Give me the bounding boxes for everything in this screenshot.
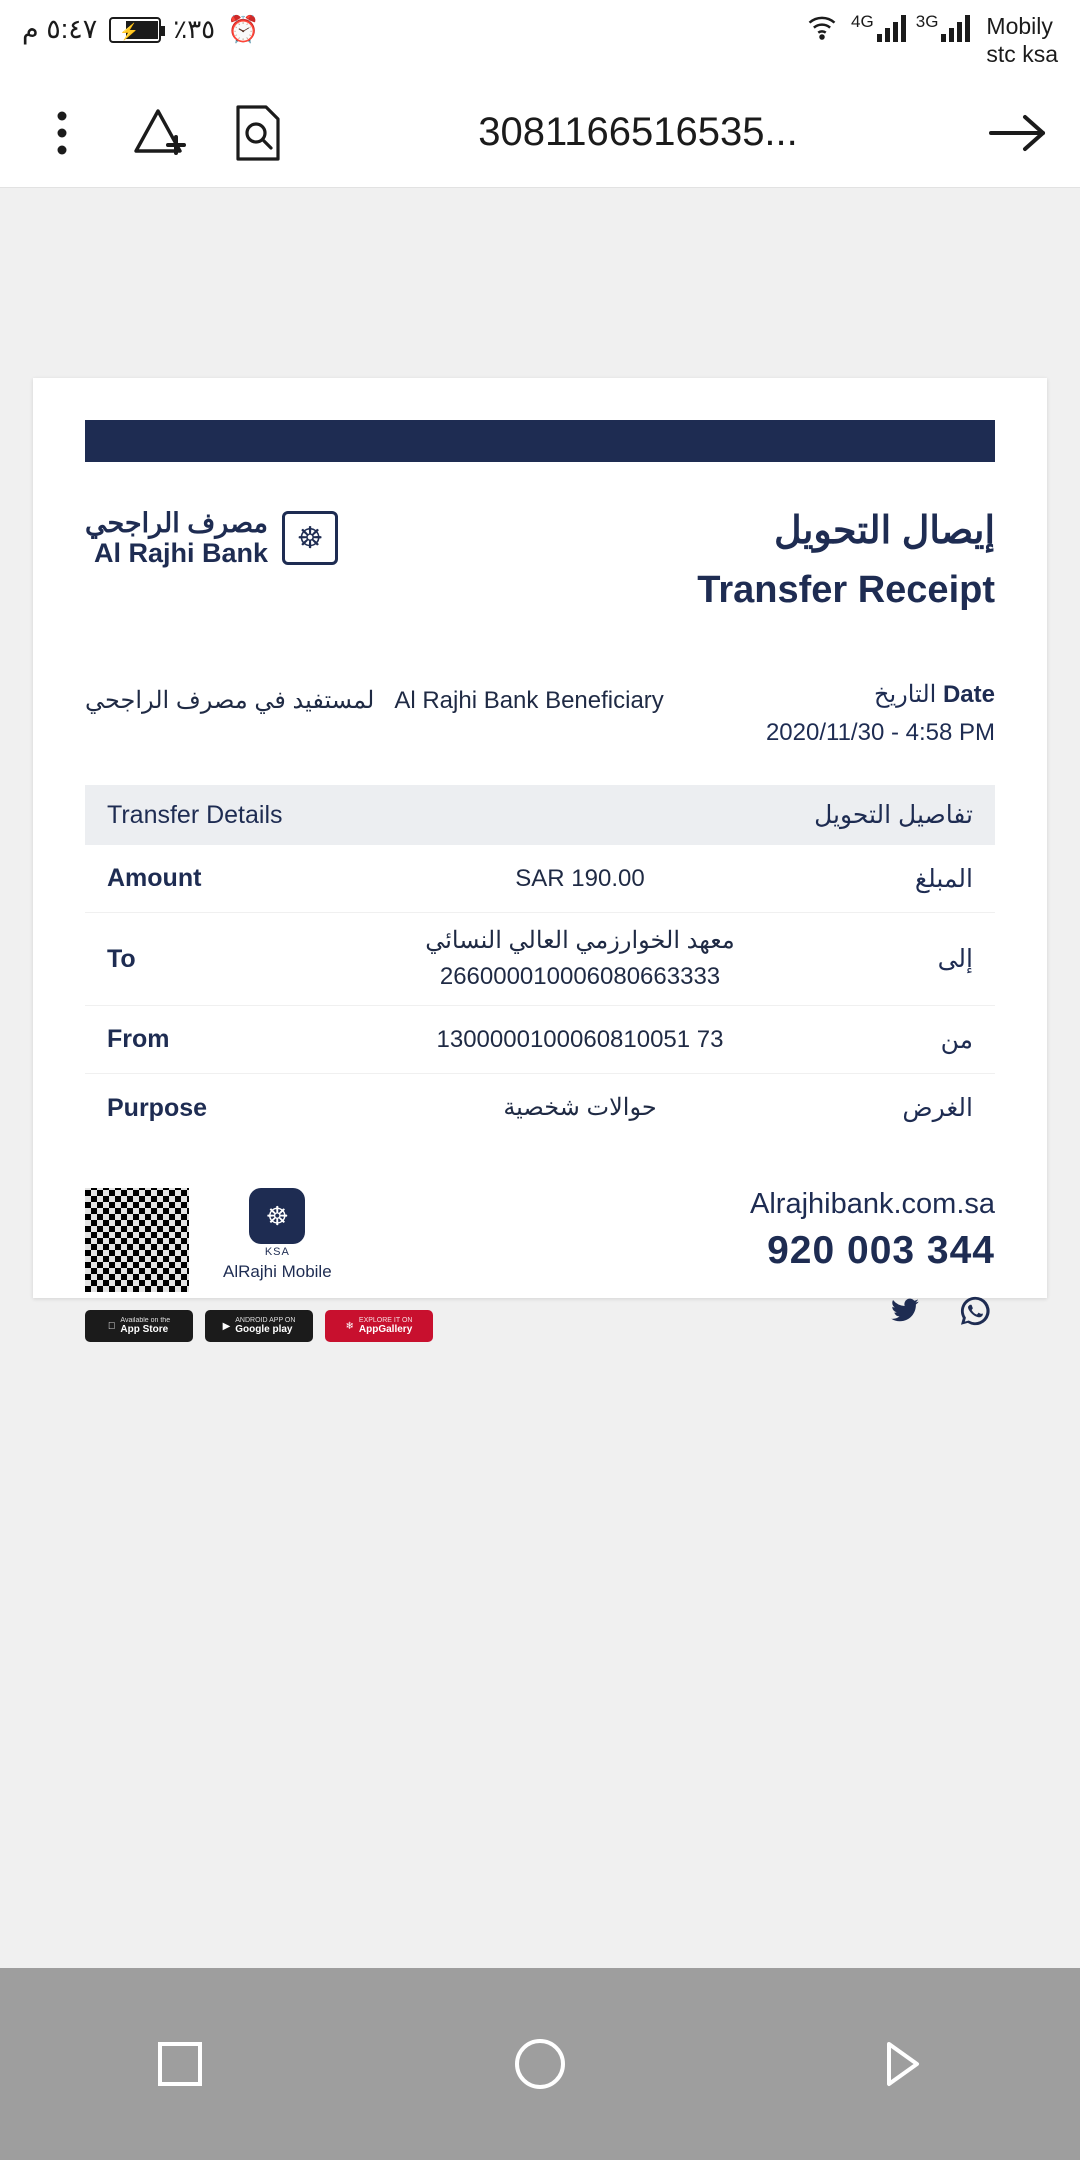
row-value-main: 1300000100060810051 73 [436, 1025, 724, 1053]
table-row [85, 913, 995, 1006]
qr-code-icon [85, 1188, 189, 1292]
row-value-ar: حوالات شخصية [503, 1094, 657, 1121]
battery-icon: ⚡ [109, 17, 161, 43]
signal-3g [916, 12, 971, 42]
table-row [85, 845, 995, 913]
app-toolbar [0, 78, 1080, 188]
app-store-badge-top: Available on the [116, 1316, 167, 1324]
bank-logo [85, 508, 338, 568]
network-label-2: 3G [915, 12, 939, 31]
bank-name-en: Al Rajhi Bank [93, 538, 269, 569]
table-row [85, 1074, 995, 1142]
receipt-date-row [33, 612, 1047, 747]
app-promo-row [85, 1188, 433, 1292]
appgallery-badge-top: EXPLORE IT ON [358, 1316, 413, 1324]
document-viewport[interactable] [0, 188, 1080, 1968]
arrow-right-icon[interactable] [982, 97, 1054, 169]
receipt-title-ar: إيصال التحويل [774, 510, 995, 552]
home-button[interactable] [495, 2019, 585, 2109]
row-value-main: SAR 190.00 [515, 864, 645, 892]
signal-4g [851, 12, 906, 42]
app-ksa-label: KSA [264, 1246, 290, 1258]
row-value [337, 861, 823, 897]
date-label-ar: التاريخ [874, 681, 937, 708]
row-label-ar: المبلغ [914, 864, 973, 893]
beneficiary-en: Al Rajhi Bank Beneficiary [394, 687, 664, 714]
bank-logo-mark-icon: ☸ [282, 511, 338, 565]
wifi-icon [803, 12, 841, 47]
row-label-en: Purpose [107, 1093, 208, 1122]
store-badges [85, 1310, 433, 1342]
battery-percent: ٪٣٥ [173, 14, 216, 44]
phone-number: 920 003 344 [767, 1229, 995, 1272]
search-document-icon[interactable] [222, 97, 294, 169]
receipt-top-bar [85, 420, 995, 462]
transfer-details-table [85, 845, 995, 1142]
back-button[interactable] [855, 2019, 945, 2109]
apple-icon [108, 1321, 116, 1332]
row-label-en: To [107, 944, 136, 973]
bank-name-ar: مصرف الراجحي [85, 508, 269, 538]
transfer-details-header [85, 785, 995, 845]
receipt-titles [697, 508, 995, 612]
google-play-badge-name: Google play [235, 1324, 293, 1336]
row-value [337, 1022, 823, 1058]
alarm-icon: ⏰ [227, 14, 260, 44]
status-bar [0, 0, 1080, 78]
receipt-title-en: Transfer Receipt [697, 569, 995, 611]
app-store-badge-name: App Store [116, 1324, 165, 1336]
status-time: ٥:٤٧ م [22, 14, 98, 44]
appgallery-badge-name: AppGallery [358, 1324, 413, 1336]
row-label-ar: إلى [937, 945, 973, 973]
signal-bars-2 [941, 12, 970, 42]
app-name-label: AlRajhi Mobile [223, 1262, 332, 1281]
receipt-footer [33, 1142, 1047, 1342]
app-store-badge[interactable] [85, 1310, 193, 1342]
play-icon: ▶ [222, 1320, 231, 1332]
row-value-main: 266000010006080663333 [439, 963, 721, 990]
add-document-icon[interactable] [124, 97, 196, 169]
row-label-ar: الغرض [902, 1094, 973, 1122]
details-header-ar: تفاصيل التحويل [814, 801, 973, 829]
footer-left [85, 1188, 433, 1342]
beneficiary-ar: لمستفيد في مصرف الراجحي [85, 687, 375, 714]
status-bar-left [22, 10, 260, 45]
date-block [766, 680, 995, 747]
google-play-badge-top: ANDROID APP ON [235, 1316, 296, 1324]
system-nav-bar [0, 1968, 1080, 2160]
date-value: 2020/11/30 - 4:58 PM [765, 719, 995, 746]
carrier-names [986, 12, 1058, 68]
website-text: Alrajhibank.com.sa [750, 1188, 995, 1220]
more-vertical-icon[interactable] [26, 97, 98, 169]
appgallery-badge[interactable] [325, 1310, 433, 1342]
row-label-ar: من [940, 1025, 973, 1054]
footer-contact [750, 1188, 995, 1331]
twitter-icon[interactable] [885, 1291, 925, 1331]
receipt-brand-row [33, 462, 1047, 612]
google-play-badge[interactable] [205, 1310, 313, 1342]
beneficiary-line [85, 680, 664, 715]
huawei-icon: ❄ [345, 1320, 354, 1332]
row-value-ar: معهد الخوارزمي العالي النسائي [425, 927, 735, 954]
row-value [337, 923, 823, 995]
details-header-en: Transfer Details [107, 800, 283, 829]
carrier-1: Mobily [986, 13, 1053, 39]
row-label-en: Amount [107, 864, 202, 892]
recents-button[interactable] [135, 2019, 225, 2109]
date-label-en: Date [942, 681, 995, 708]
table-row [85, 1006, 995, 1074]
row-label-en: From [107, 1025, 170, 1053]
row-value [337, 1090, 823, 1126]
network-label-1: 4G [851, 12, 874, 31]
alrajhi-app-icon: ☸ [249, 1188, 305, 1244]
status-bar-right [803, 10, 1058, 68]
social-icons [750, 1291, 995, 1331]
signal-bars-1 [877, 12, 906, 42]
transfer-receipt-sheet [33, 378, 1047, 1336]
carrier-2: stc ksa [986, 41, 1058, 67]
whatsapp-icon[interactable] [955, 1291, 995, 1331]
mobile-app-block [223, 1188, 332, 1282]
page-title: 3081166516535... [478, 110, 798, 154]
